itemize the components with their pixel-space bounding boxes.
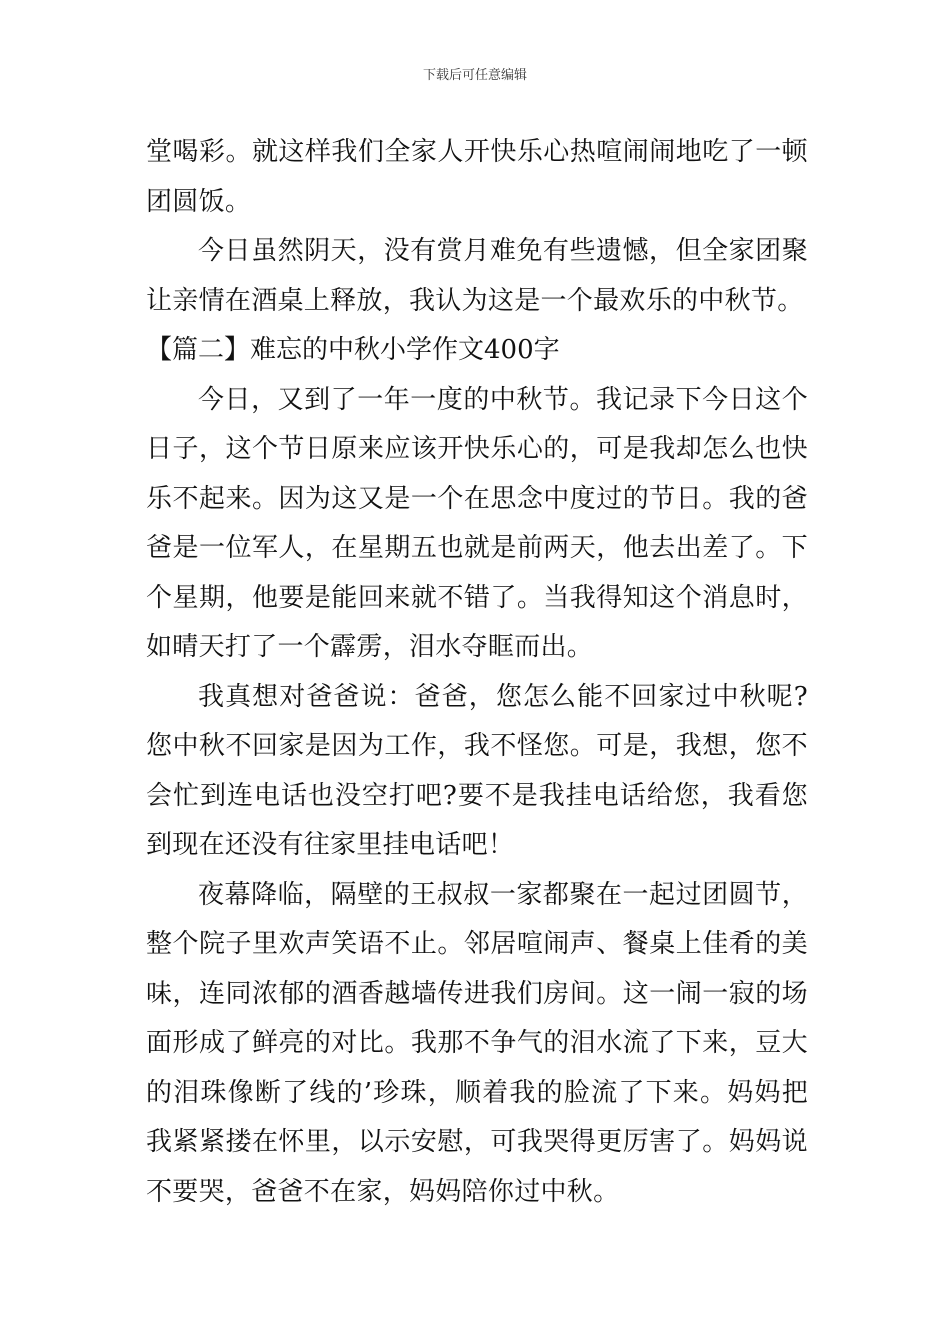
page-header: 下载后可任意编辑	[422, 68, 527, 83]
paragraph: 今日虽然阴天，没有赏月难免有些遗憾，但全家团聚让亲情在酒桌上释放，我认为这是一个最欢乐的中秋节。	[146, 236, 808, 316]
section-heading: 【篇二】难忘的中秋小学作文400字	[146, 335, 560, 365]
paragraph: 今日，又到了一年一度的中秋节。我记录下今日这个日子，这个节日原来应该开快乐心的，可是我却怎么也快乐不起来。因为这又是一个在思念中度过的节日。我的爸爸是一位军人，在星期五也就是前两天，他去出差了。下个星期，他要是能回来就不错了。当我得知这个消息时，如晴天打了一个霹雳，泪水夺眶而出。	[146, 384, 808, 662]
paragraph-continuation: 堂喝彩。就这样我们全家人开快乐心热喧闹闹地吃了一顿团圆饭。	[146, 137, 808, 217]
paragraph: 我真想对爸爸说：爸爸，您怎么能不回家过中秋呢?您中秋不回家是因为工作，我不怪您。可是，我想，您不会忙到连电话也没空打吧?要不是我挂电话给您，我看您到现在还没有往家里挂电话吧！	[146, 681, 808, 860]
document-body	[146, 128, 808, 1217]
paragraph: 夜幕降临，隔壁的王叔叔一家都聚在一起过团圆节，整个院子里欢声笑语不止。邻居喧闹声、餐桌上佳肴的美味，连同浓郁的酒香越墙传进我们房间。这一闹一寂的场面形成了鲜亮的对比。我那不争气的泪水流了下来，豆大的泪珠像断了线的’珍珠，顺着我的脸流了下来。妈妈把我紧紧搂在怀里，以示安慰，可我哭得更厉害了。妈妈说不要哭，爸爸不在家，妈妈陪你过中秋。	[146, 879, 808, 1207]
